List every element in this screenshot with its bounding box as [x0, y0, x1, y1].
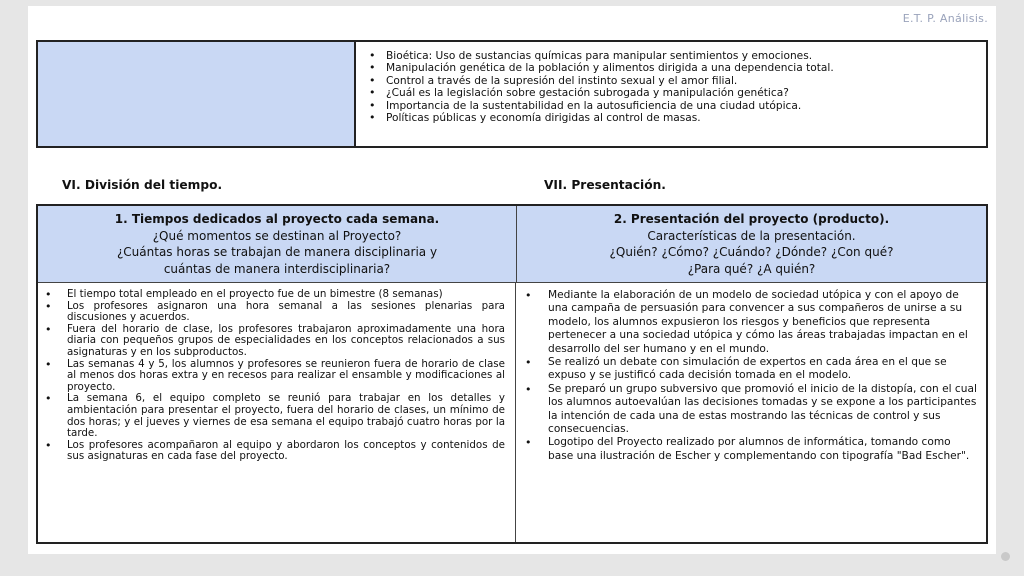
header-subtitle: ¿Para qué? ¿A quién?	[687, 261, 816, 276]
section-title-division-tiempo: VI. División del tiempo.	[62, 178, 223, 192]
header-cell-tiempos	[38, 206, 517, 282]
tiempos-bullet-list	[40, 289, 505, 463]
document-page	[28, 6, 996, 554]
table-header-row	[38, 206, 986, 283]
list-item: • Se realizó un debate con simulación de expertos en cada área en el que se expuso y se justificó cada decisión tomada en el modelo.	[520, 356, 978, 383]
list-item: • Las semanas 4 y 5, los alumnos y profesores se reunieron fuera de horario de clase al menos dos horas extra y en recesos para realizar el ensamble y modificaciones al proyecto.	[40, 359, 505, 394]
header-note: E.T. P. Análisis.	[902, 12, 988, 25]
header-cell-presentacion	[517, 206, 986, 282]
header-subtitle: ¿Quién? ¿Cómo? ¿Cuándo? ¿Dónde? ¿Con qué?	[609, 245, 894, 259]
section-title-presentacion: VII. Presentación.	[544, 178, 666, 192]
header-subtitle: ¿Cuántas horas se trabajan de manera disciplinaria y	[116, 245, 438, 259]
header-subtitle: Características de la presentación.	[647, 228, 856, 243]
header-title: 2. Presentación del proyecto (producto).	[613, 212, 890, 226]
list-item: • La semana 6, el equipo completo se reunió para trabajar en los detalles y ambientación para presentar el proyecto, fuera del horario de clases, un mínimo de dos horas; y el jueves y viernes de esa semana el equipo trabajó cuatro horas por la tarde.	[40, 393, 505, 439]
top-table-left-cell	[38, 42, 356, 146]
list-item: • Logotipo del Proyecto realizado por alumnos de informática, tomando como base una ilustración de Escher y complementando con tipografía "Bad Escher".	[520, 436, 978, 463]
list-item: • Los profesores asignaron una hora semanal a las sesiones plenarias para discusiones y acuerdos.	[40, 301, 505, 324]
top-table-right-cell	[356, 42, 986, 146]
presentacion-bullet-list	[520, 289, 978, 463]
list-item: • Control a través de la supresión del instinto sexual y el amor filial.	[364, 75, 976, 87]
body-cell-tiempos	[38, 283, 516, 542]
list-item: • ¿Cuál es la legislación sobre gestación subrogada y manipulación genética?	[364, 87, 976, 99]
list-item: • Fuera del horario de clase, los profesores trabajaron aproximadamente una hora diaria con pequeños grupos de especialidades en los conceptos relacionados a sus asignaturas y en los subproductos.	[40, 324, 505, 359]
top-table	[36, 40, 988, 148]
slide-indicator-dot	[1001, 552, 1010, 561]
header-subtitle: ¿Qué momentos se destinan al Proyecto?	[152, 228, 402, 243]
list-item: • El tiempo total empleado en el proyecto fue de un bimestre (8 semanas)	[40, 289, 505, 301]
list-item: • Políticas públicas y economía dirigidas al control de masas.	[364, 112, 976, 124]
list-item: • Los profesores acompañaron al equipo y abordaron los conceptos y contenidos de sus asignaturas en cada fase del proyecto.	[40, 440, 505, 463]
list-item: • Importancia de la sustentabilidad en la autosuficiencia de una ciudad utópica.	[364, 100, 976, 112]
table-body-row	[38, 283, 986, 542]
list-item: • Mediante la elaboración de un modelo de sociedad utópica y con el apoyo de una campaña de persuasión para convencer a sus compañeros de unirse a su modelo, los alumnos expusieron los riesgos y beneficios que representa pertenecer a una sociedad utópica y cómo las áreas trabajadas impactan en el desarrollo del ser humano y en el mundo.	[520, 289, 978, 356]
bottom-table	[36, 204, 988, 544]
header-subtitle: cuántas de manera interdisciplinaria?	[163, 261, 391, 276]
body-cell-presentacion	[516, 283, 986, 542]
list-item: • Manipulación genética de la población y alimentos dirigida a una dependencia total.	[364, 62, 976, 74]
header-title: 1. Tiempos dedicados al proyecto cada semana.	[114, 212, 440, 226]
top-bullet-list	[364, 50, 976, 124]
list-item: • Se preparó un grupo subversivo que promovió el inicio de la distopía, con el cual los alumnos autoevalúan las decisiones tomadas y se expone a los participantes la intención de cada una de estas mostrando las técnicas de control y sus consecuencias.	[520, 383, 978, 437]
list-item: • Bioética: Uso de sustancias químicas para manipular sentimientos y emociones.	[364, 50, 976, 62]
